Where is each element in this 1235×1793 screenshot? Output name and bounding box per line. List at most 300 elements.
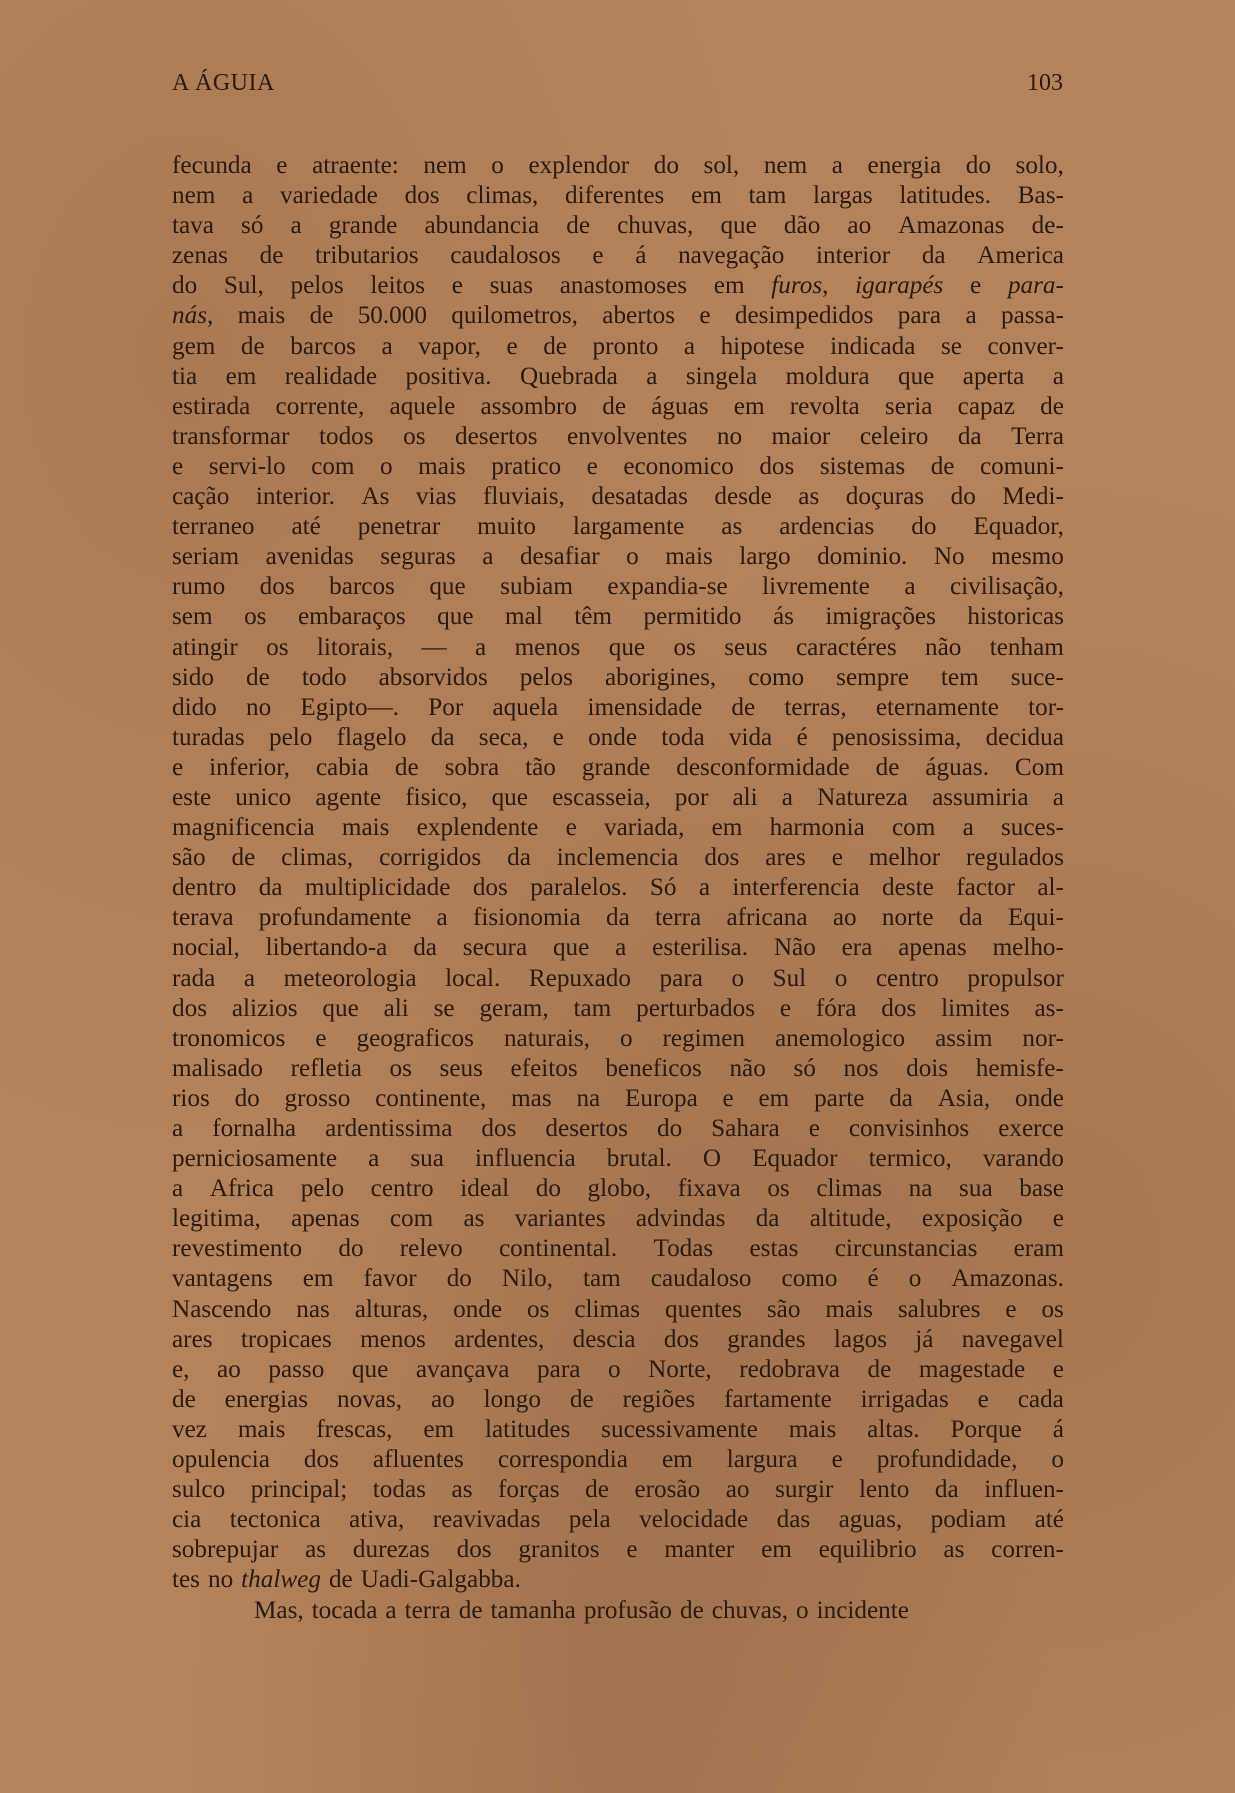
word: corrente, — [275, 392, 365, 420]
text-line — [172, 1234, 1064, 1264]
word: em — [423, 1415, 455, 1443]
word: desimpedidos — [734, 302, 874, 330]
word: caractéres — [795, 633, 897, 661]
word: onde — [453, 1295, 503, 1323]
word: e, — [172, 1355, 190, 1383]
word: ativa, — [349, 1506, 405, 1534]
word: brutal. — [606, 1145, 672, 1173]
word: muito — [477, 513, 536, 541]
text-line — [172, 512, 1064, 542]
word: tem — [940, 663, 979, 691]
word: singela — [685, 362, 758, 390]
word — [855, 271, 943, 301]
word: do — [911, 513, 937, 541]
word: As — [361, 483, 390, 511]
word: moldura — [785, 362, 870, 390]
word: de- — [1031, 212, 1064, 240]
word: do — [234, 1084, 260, 1112]
word: rumo — [172, 573, 226, 601]
word: tia — [172, 362, 198, 390]
word: dos — [759, 452, 795, 480]
word: do — [172, 272, 198, 300]
text-line — [172, 1114, 1064, 1144]
word: têm — [574, 603, 613, 631]
word: Quebrada — [519, 362, 618, 390]
word: penosissima, — [831, 723, 962, 751]
word: Por — [428, 693, 464, 721]
word: circunstancias — [834, 1235, 978, 1263]
text-line — [172, 1054, 1064, 1084]
word: a — [965, 302, 977, 330]
text-line — [172, 753, 1064, 783]
word: os — [266, 633, 289, 661]
word: equilibrio — [818, 1536, 917, 1564]
word: desafiar — [519, 543, 600, 571]
word: dos — [663, 1325, 699, 1353]
word: Terra — [1011, 422, 1064, 450]
word: latitudes — [484, 1415, 571, 1443]
word: na — [908, 1175, 933, 1203]
word: e — [276, 152, 288, 179]
word: que — [351, 1355, 389, 1383]
word: no — [207, 1566, 234, 1594]
word: reavivadas — [432, 1506, 541, 1534]
word: libertando-a — [265, 934, 388, 962]
word: continental. — [498, 1235, 618, 1263]
word: suas — [489, 272, 534, 300]
word: tectonica — [229, 1506, 321, 1534]
text-line — [172, 241, 1064, 271]
text-line — [172, 151, 1064, 181]
word: os — [767, 1175, 790, 1203]
word: diferentes — [565, 182, 665, 210]
word: do — [653, 152, 679, 179]
word: navegavel — [961, 1325, 1064, 1353]
word: da — [430, 723, 455, 751]
word: toda — [661, 723, 705, 751]
word: o — [491, 152, 504, 179]
word: os — [1041, 1295, 1064, 1323]
word: vida — [728, 723, 773, 751]
word: navegação — [678, 242, 785, 270]
word: era — [841, 934, 873, 962]
word: ideal — [460, 1175, 510, 1203]
word: litorais, — [316, 633, 394, 661]
word: da — [921, 242, 946, 270]
word: base — [1019, 1175, 1064, 1203]
word: continente, — [375, 1084, 487, 1112]
word: em — [661, 1446, 693, 1474]
word: sucessivamente — [601, 1415, 758, 1443]
word: capaz — [957, 392, 1015, 420]
word: de — [172, 1385, 196, 1413]
word: do — [965, 152, 991, 179]
word: avançava — [415, 1355, 510, 1383]
word: hemisfe- — [975, 1054, 1064, 1082]
text-line — [172, 964, 1064, 994]
word: livremente — [762, 573, 870, 601]
word: historicas — [967, 603, 1064, 631]
word: correspondia — [497, 1446, 628, 1474]
word: tributarios — [315, 242, 419, 270]
text-line — [172, 1295, 1064, 1325]
word: e — [1005, 1295, 1017, 1323]
text-line — [172, 362, 1064, 392]
word: mas — [511, 1084, 552, 1112]
word: da — [889, 1084, 913, 1112]
word: não — [729, 1054, 766, 1082]
text-line — [172, 633, 1064, 663]
text-line — [172, 1445, 1064, 1475]
word: parte — [814, 1084, 865, 1112]
word: se — [433, 994, 455, 1022]
word: Só — [649, 874, 677, 902]
word: que — [552, 934, 590, 962]
word: a — [290, 212, 302, 240]
word: furos, — [771, 272, 829, 300]
word: o — [908, 1265, 922, 1293]
word: indicada — [830, 332, 916, 360]
text-line — [172, 903, 1064, 933]
text-line — [172, 1204, 1064, 1234]
word: os — [389, 1054, 412, 1082]
word: dos — [404, 182, 440, 210]
text-line — [172, 1475, 1064, 1505]
word: varando — [982, 1145, 1064, 1173]
word: secura — [462, 934, 528, 962]
word: pratico — [491, 452, 562, 480]
word: multiplicidade — [304, 874, 451, 902]
word: relevo — [399, 1235, 463, 1263]
word: o — [796, 1596, 809, 1624]
word: manter — [664, 1536, 735, 1564]
word: al- — [1037, 874, 1064, 902]
word: profundidade, — [876, 1446, 1018, 1474]
word: servi-lo — [208, 452, 286, 480]
word: Medi- — [1002, 483, 1064, 511]
word: alizios — [231, 994, 298, 1022]
text-line — [172, 693, 1064, 723]
text-line — [172, 873, 1064, 903]
word: terava — [172, 904, 234, 932]
word: de — [328, 1566, 353, 1594]
word: eternamente — [875, 693, 999, 721]
word: atingir — [172, 633, 238, 661]
word: chuvas, — [711, 1596, 789, 1624]
word: vias — [415, 483, 457, 511]
word: dos — [881, 994, 917, 1022]
word: avenidas — [265, 543, 354, 571]
word: seriam — [172, 543, 240, 571]
word: variantes — [514, 1205, 606, 1233]
word: sobrepujar — [172, 1536, 279, 1564]
word: e — [1052, 1355, 1064, 1383]
word: este — [172, 783, 212, 811]
word: fóra — [815, 994, 857, 1022]
italic-term: nás — [172, 302, 207, 330]
word: salubres — [897, 1295, 981, 1323]
word: aperta — [962, 362, 1025, 390]
word: forças — [498, 1476, 560, 1504]
word: os — [673, 633, 696, 661]
word: principal; — [250, 1476, 348, 1504]
word: dominio. — [817, 543, 908, 571]
word: da — [606, 904, 630, 932]
word: rada — [172, 964, 216, 992]
word: os — [526, 1295, 550, 1323]
word: em — [691, 182, 722, 210]
word: pelos — [290, 272, 344, 300]
word: se — [940, 332, 962, 360]
word: inferior, — [209, 753, 290, 781]
word: factor — [956, 874, 1015, 902]
word: advindas — [635, 1205, 726, 1233]
word: Amazonas — [898, 212, 1005, 240]
word: as — [305, 1536, 327, 1564]
word: e — [1052, 1205, 1064, 1233]
word: granitos — [518, 1536, 600, 1564]
word: magestade — [918, 1355, 1026, 1383]
word: a — [242, 182, 254, 210]
page-number: 103 — [1027, 70, 1063, 96]
word: Europa — [625, 1084, 698, 1112]
word: climas, — [281, 844, 354, 872]
word: zenas — [172, 242, 228, 270]
word: com — [311, 452, 355, 480]
word: dão — [783, 212, 821, 240]
word: tão — [525, 753, 556, 781]
word: latitudes. — [899, 182, 992, 210]
word: as — [943, 1536, 965, 1564]
word: tam — [748, 182, 787, 210]
text-line — [172, 1024, 1064, 1054]
word: os — [403, 422, 426, 450]
word: águas — [651, 392, 709, 420]
word: vantagens — [172, 1265, 273, 1293]
text-line — [172, 542, 1064, 572]
word: em — [758, 1084, 790, 1112]
word: assombro — [480, 392, 578, 420]
word: para — [897, 302, 942, 330]
word: profusão — [583, 1596, 672, 1624]
word: aquele — [389, 392, 456, 420]
word: nor- — [1022, 1024, 1064, 1052]
word: do — [338, 1235, 364, 1263]
word: climas — [574, 1295, 641, 1323]
word: de — [680, 1596, 704, 1624]
word: passa- — [1000, 302, 1064, 330]
word: onde — [1015, 1084, 1064, 1112]
word: do — [950, 483, 976, 511]
italic-term: furos — [771, 272, 823, 300]
word: desatadas — [591, 483, 688, 511]
word: fluviais, — [483, 483, 565, 511]
word: seca, — [478, 723, 529, 751]
word: a — [1052, 783, 1064, 811]
word: ao — [832, 904, 857, 932]
word: largas — [813, 182, 873, 210]
word: do — [656, 1115, 683, 1142]
word: economico — [623, 452, 734, 480]
word: de — [731, 693, 756, 721]
word: sua — [959, 1175, 993, 1203]
word: sido — [172, 663, 214, 691]
word: o — [731, 964, 745, 992]
word: irrigadas — [860, 1385, 949, 1413]
text-line — [172, 602, 1064, 632]
word: Equador — [752, 1145, 838, 1173]
running-head: A ÁGUIA — [172, 70, 275, 96]
word: e — [977, 1385, 989, 1413]
word: como — [781, 1265, 838, 1293]
italic-term: thalweg — [241, 1566, 321, 1594]
word: melho- — [992, 934, 1064, 962]
word: sua — [410, 1145, 444, 1173]
word: terra — [404, 1596, 451, 1624]
word: a — [436, 904, 448, 932]
word: sol, — [703, 152, 740, 179]
word: ardentissima — [325, 1115, 453, 1142]
word: para — [659, 964, 703, 992]
word: tenham — [989, 633, 1064, 661]
word: Natureza — [817, 783, 908, 811]
word: aborigines, — [604, 663, 717, 691]
text-line — [172, 181, 1064, 211]
word: favor — [363, 1265, 417, 1293]
word: assumiria — [932, 783, 1029, 811]
text-line — [172, 1385, 1064, 1415]
word: até — [1034, 1506, 1064, 1534]
word: que — [720, 212, 757, 240]
word: harmonia — [769, 814, 865, 842]
word: interior — [816, 242, 891, 270]
word: de — [930, 452, 955, 480]
word: novas, — [337, 1385, 403, 1413]
word: quentes — [664, 1295, 742, 1323]
word: subiam — [500, 573, 573, 601]
word: de — [309, 302, 334, 330]
word: Uadi-Galgabba. — [360, 1566, 521, 1594]
word: unico — [235, 783, 292, 811]
word: atraente: — [312, 152, 399, 179]
word: a — [482, 543, 494, 571]
word: energias — [224, 1385, 309, 1413]
word: Sahara — [711, 1115, 780, 1142]
text-line — [172, 1535, 1064, 1565]
word: largamente — [572, 513, 685, 541]
word: á — [1052, 1415, 1064, 1443]
word: Nilo, — [501, 1265, 553, 1293]
word: caudaloso — [650, 1265, 752, 1293]
text-line — [172, 1144, 1064, 1174]
word: é — [867, 1265, 879, 1293]
word: civilisação, — [949, 573, 1064, 601]
word: flagelo — [336, 723, 407, 751]
word: Egipto—. — [300, 693, 400, 721]
word: suces- — [1000, 814, 1064, 842]
word: da — [755, 1205, 780, 1233]
word: todas — [372, 1476, 426, 1504]
word: da — [958, 904, 983, 932]
word: cada — [1017, 1385, 1064, 1413]
word: a — [172, 1175, 184, 1203]
word: positiva. — [405, 362, 492, 390]
word: a — [781, 783, 793, 811]
word: a — [615, 934, 627, 962]
word: norte — [881, 904, 934, 932]
word: ao — [725, 1476, 750, 1504]
text-line — [172, 1505, 1064, 1535]
word: mais — [418, 452, 466, 480]
word: climas — [816, 1175, 883, 1203]
word: dois — [906, 1054, 949, 1082]
word: surgir — [775, 1476, 834, 1504]
word: por — [674, 783, 709, 811]
word: grande — [328, 212, 398, 240]
word: deste — [882, 874, 934, 902]
word: cabia — [315, 753, 369, 781]
word: variedade — [279, 182, 378, 210]
word: pela — [568, 1506, 611, 1534]
word: doçuras — [845, 483, 925, 511]
text-line — [172, 1084, 1064, 1114]
word: pelo — [300, 1175, 345, 1203]
word: tropicaes — [240, 1325, 332, 1353]
word: só — [241, 212, 264, 240]
word: interior. — [255, 483, 335, 511]
word: a — [831, 152, 843, 179]
word: aquela — [492, 693, 559, 721]
word: o — [619, 1024, 633, 1052]
word: Mas, — [254, 1596, 304, 1624]
word: influen- — [984, 1476, 1064, 1504]
word: tamanha — [490, 1596, 576, 1624]
word: de — [231, 844, 256, 872]
word: corrigidos — [379, 844, 482, 872]
word: a — [368, 1145, 380, 1173]
word: o — [834, 964, 848, 992]
word: ardencias — [779, 513, 875, 541]
word: a — [385, 1596, 397, 1624]
word: que — [608, 633, 646, 661]
word: e — [808, 1115, 820, 1142]
word: largura — [726, 1446, 798, 1474]
word: de — [867, 1355, 892, 1383]
word: de — [543, 332, 567, 360]
text-line — [172, 332, 1064, 362]
word: Nascendo — [172, 1295, 272, 1323]
word: America — [977, 242, 1064, 270]
word: o — [1051, 1446, 1064, 1474]
word: malisado — [172, 1054, 263, 1082]
word: frescas, — [316, 1415, 393, 1443]
text-line — [172, 452, 1064, 482]
word: á — [635, 242, 647, 270]
word: nocial, — [172, 934, 240, 962]
text-line — [172, 723, 1064, 753]
word: os — [244, 603, 267, 631]
word: terra — [655, 904, 702, 932]
word: o — [380, 452, 393, 480]
word: sempre — [836, 663, 909, 691]
word: Bas- — [1017, 182, 1064, 210]
word: cação — [172, 483, 230, 511]
word: centro — [370, 1175, 434, 1203]
text-line — [172, 1415, 1064, 1445]
word: dos — [472, 874, 508, 902]
word: e — [592, 242, 604, 270]
word: aguas, — [838, 1506, 903, 1534]
